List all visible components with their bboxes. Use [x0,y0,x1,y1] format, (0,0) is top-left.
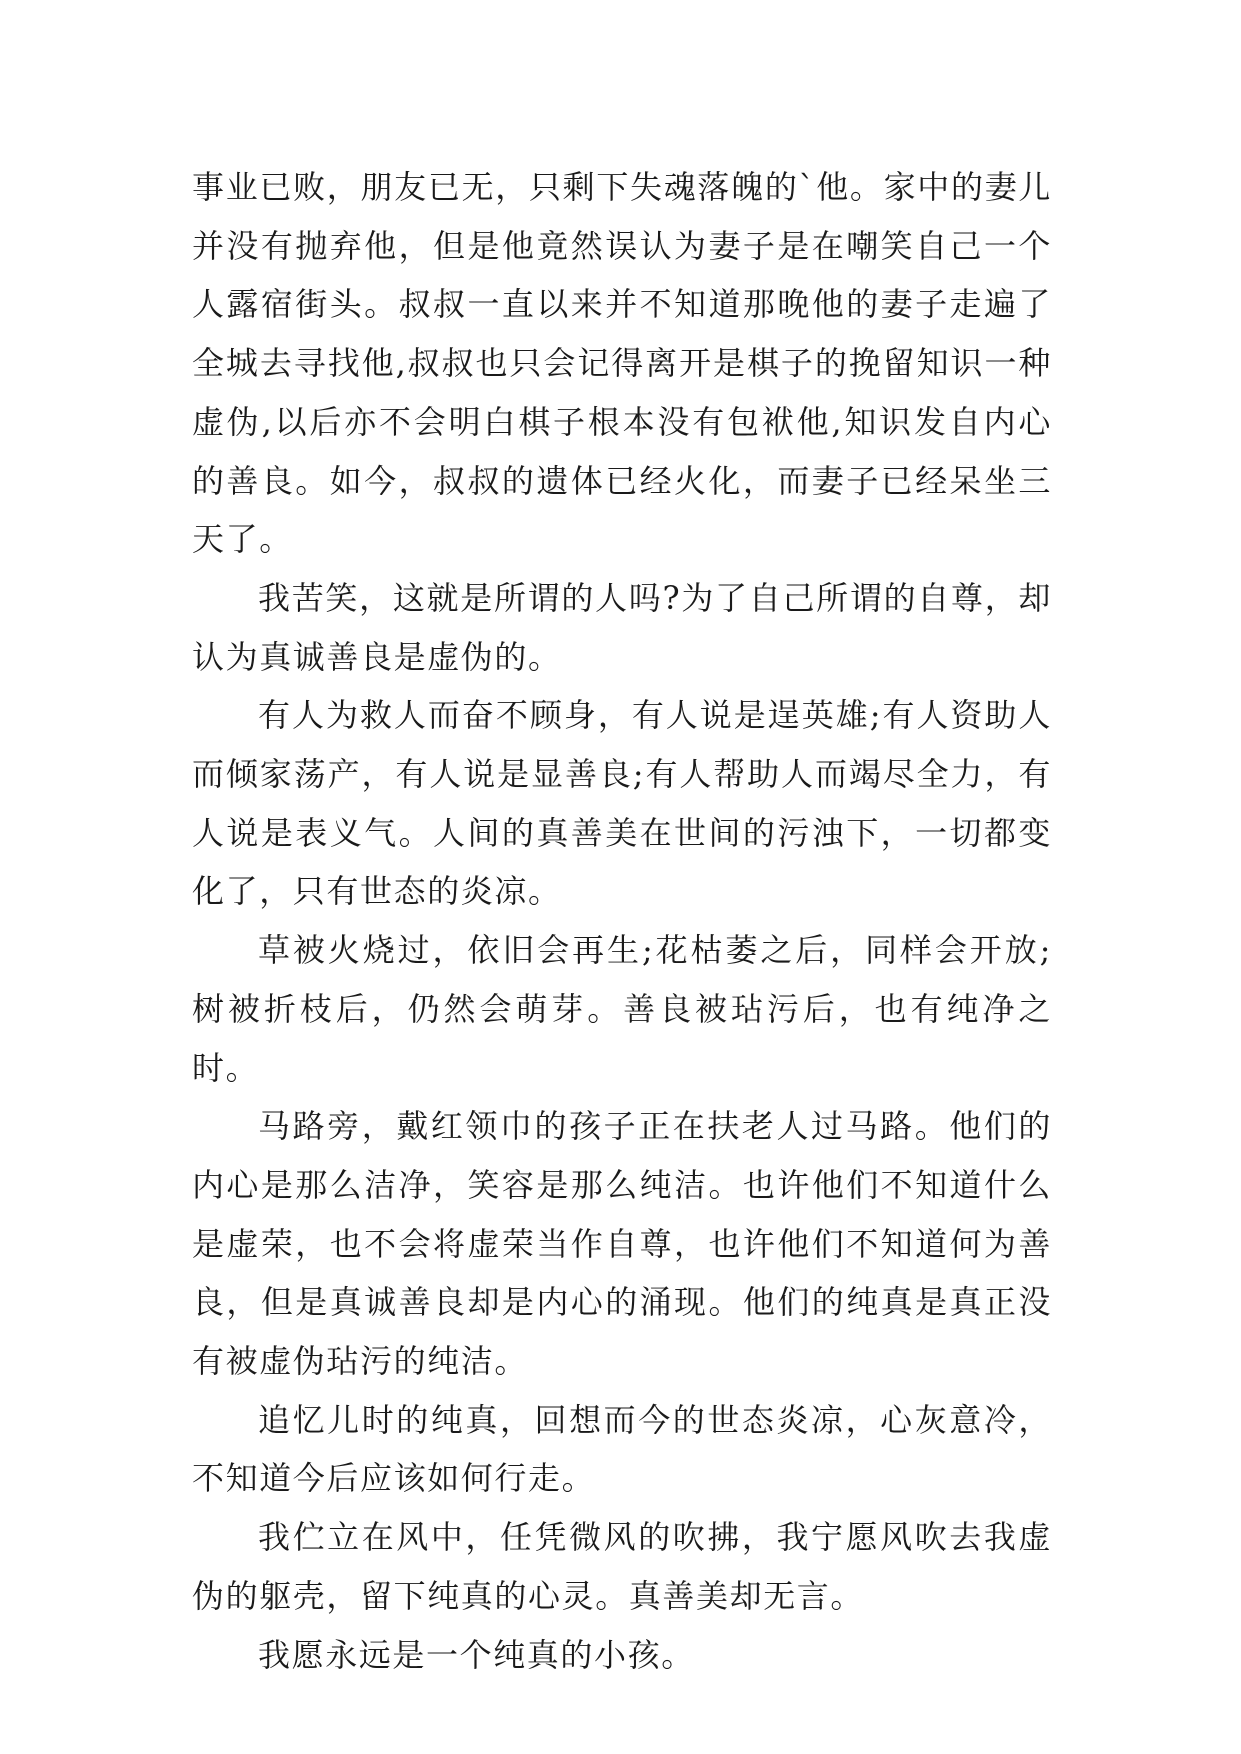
paragraph: 我苦笑，这就是所谓的人吗?为了自己所谓的自尊，却认为真诚善良是虚伪的。 [192,578,1052,676]
paragraph: 马路旁，戴红领巾的孩子正在扶老人过马路。他们的内心是那么洁净，笑容是那么纯洁。也许他们不知道什么是虚荣，也不会将虚荣当作自尊，也许他们不知道何为善良，但是真诚善良却是内心的涌现。他们的纯真是真正没有被虚伪玷污的纯洁。 [192,1107,1052,1381]
paragraph: 我伫立在风中，任凭微风的吹拂，我宁愿风吹去我虚伪的躯壳，留下纯真的心灵。真善美却无言。 [192,1518,1052,1615]
paragraph: 有人为救人而奋不顾身，有人说是逞英雄;有人资助人而倾家荡产，有人说是显善良;有人帮助人而竭尽全力，有人说是表义气。人间的真善美在世间的污浊下，一切都变化了，只有世态的炎凉。 [192,696,1052,911]
paragraph: 追忆儿时的纯真，回想而今的世态炎凉，心灰意冷，不知道今后应该如何行走。 [192,1400,1052,1498]
paragraph: 我愿永远是一个纯真的小孩。 [258,1635,695,1674]
paragraph: 草被火烧过，依旧会再生;花枯萎之后，同样会开放;树被折枝后，仍然会萌芽。善良被玷污后，也有纯净之时。 [192,931,1052,1087]
paragraph: 事业已败，朋友已无，只剩下失魂落魄的`他。家中的妻儿并没有抛弃他，但是他竟然误认为妻子是在嘲笑自己一个人露宿街头。叔叔一直以来并不知道那晚他的妻子走遍了全城去寻找他,叔叔也只会记得离开是棋子的挽留知识一种虚伪,以后亦不会明白棋子根本没有包袱他,知识发自内心的善良。如今，叔叔的遗体已经火化，而妻子已经呆坐三天了。 [192,168,1052,559]
essay-body [192,158,1052,1684]
